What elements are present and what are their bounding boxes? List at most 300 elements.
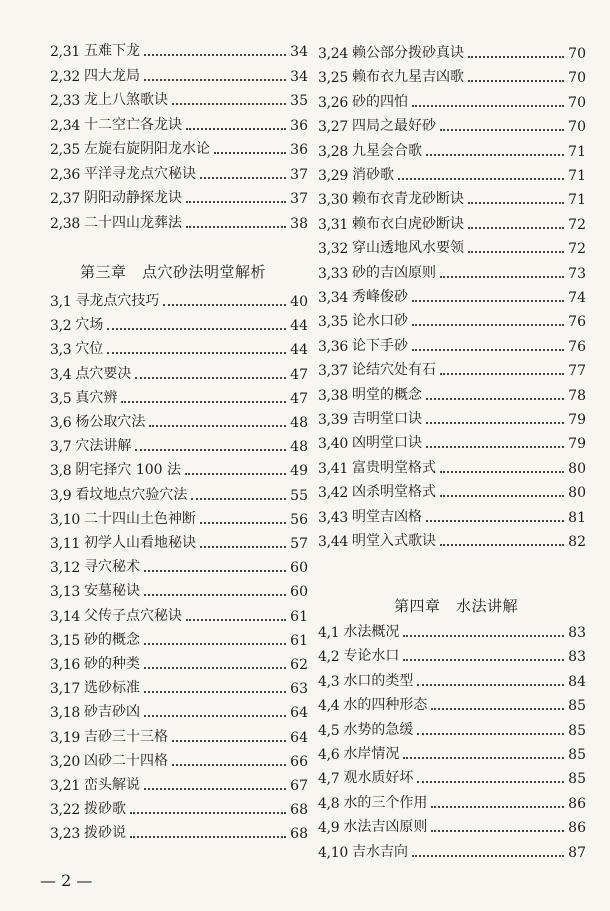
entry-title: 吉砂三十三格: [83, 728, 168, 745]
dot-leader: [191, 498, 286, 500]
toc-entry[interactable]: [318, 479, 586, 501]
entry-title: 水岸情况: [343, 746, 400, 762]
toc-entry[interactable]: [50, 530, 308, 552]
dot-leader: [186, 201, 286, 203]
dot-leader: [440, 276, 564, 278]
entry-number: 3,1: [50, 294, 72, 310]
toc-entry[interactable]: [318, 260, 586, 282]
entry-number: 3,15: [50, 632, 80, 649]
entry-number: 4,2: [318, 649, 340, 666]
entry-page: 76: [568, 338, 586, 355]
dot-leader: [468, 202, 564, 204]
entry-page: 72: [568, 241, 586, 258]
entry-number: 3,18: [50, 705, 80, 722]
toc-entry[interactable]: [318, 839, 586, 861]
toc-entry[interactable]: [50, 38, 308, 60]
entry-title: 龙上八煞歌诀: [83, 92, 168, 108]
toc-entry[interactable]: [50, 651, 308, 673]
toc-entry[interactable]: [50, 627, 308, 649]
entry-title: 九星会合歌: [351, 142, 422, 159]
dot-leader: [144, 788, 286, 790]
entry-page: 47: [290, 390, 308, 407]
toc-entry[interactable]: [50, 161, 308, 183]
entry-number: 4,8: [318, 795, 340, 812]
entry-title: 凶砂二十四格: [83, 752, 168, 769]
dot-leader: [144, 79, 286, 81]
entry-number: 4,10: [318, 844, 348, 861]
entry-page: 85: [568, 698, 586, 715]
entry-title: 论结穴处有石: [351, 362, 436, 379]
entry-title: 水的三个作用: [343, 794, 428, 811]
toc-entry[interactable]: [50, 482, 308, 504]
entry-number: 2,36: [50, 166, 80, 183]
toc-entry[interactable]: [318, 790, 586, 812]
entry-number: 3,21: [50, 778, 80, 794]
entry-title: 选砂标准: [83, 680, 140, 697]
dot-leader: [398, 178, 564, 180]
entry-number: 3,4: [50, 366, 72, 383]
toc-entry[interactable]: [50, 288, 308, 310]
dot-leader: [412, 349, 564, 351]
entry-number: 3,32: [318, 241, 348, 258]
entry-number: 3,3: [50, 342, 72, 359]
dot-leader: [200, 546, 286, 548]
entry-title: 左旋右旋阴阳龙水论: [83, 141, 210, 157]
toc-entry[interactable]: [50, 554, 308, 576]
dot-leader: [144, 570, 286, 572]
entry-number: 4,9: [318, 820, 340, 837]
toc-entry[interactable]: [318, 504, 586, 526]
entry-title: 砂的吉凶原则: [351, 264, 436, 281]
entry-page: 85: [568, 722, 586, 739]
entry-page: 62: [290, 657, 308, 673]
entry-number: 3,23: [50, 826, 80, 843]
entry-title: 穿山透地风水要领: [351, 240, 464, 257]
dot-leader: [186, 226, 286, 228]
entry-number: 3,5: [50, 390, 72, 407]
dot-leader: [172, 764, 286, 766]
entry-title: 四局之最好砂: [351, 118, 436, 135]
entry-number: 3,42: [318, 485, 348, 502]
dot-leader: [417, 733, 564, 735]
toc-entry[interactable]: [318, 692, 586, 714]
dot-leader: [417, 781, 564, 783]
toc-entry[interactable]: [318, 211, 586, 233]
dot-leader: [412, 105, 564, 107]
dot-leader: [468, 227, 564, 229]
toc-entry[interactable]: [318, 406, 586, 428]
dot-leader: [144, 667, 286, 669]
entry-title: 五难下龙: [83, 43, 140, 59]
entry-title: 点穴要决: [75, 365, 132, 382]
entry-page: 35: [290, 93, 308, 109]
toc-entry[interactable]: [318, 284, 586, 306]
entry-title: 水口的类型: [343, 672, 414, 689]
entry-page: 85: [568, 747, 586, 763]
dot-leader: [426, 422, 564, 424]
entry-title: 穴场: [75, 317, 104, 334]
entry-page: 48: [290, 439, 308, 456]
dot-leader: [468, 251, 564, 253]
dot-leader: [403, 635, 564, 637]
dot-leader: [172, 740, 286, 742]
dot-leader: [144, 54, 286, 56]
entry-title: 穴位: [75, 341, 104, 358]
entry-number: 3,41: [318, 460, 348, 477]
dot-leader: [468, 80, 564, 82]
entry-number: 3,28: [318, 143, 348, 160]
entry-title: 寻穴秘术: [83, 559, 140, 576]
dot-leader: [135, 449, 286, 451]
toc-entry[interactable]: [50, 336, 308, 358]
entry-title: 观水质好坏: [343, 770, 414, 787]
entry-title: 秀峰俊砂: [351, 289, 408, 305]
entry-number: 2,35: [50, 142, 80, 158]
entry-page: 44: [290, 318, 308, 335]
entry-number: 3,38: [318, 387, 348, 404]
dot-leader: [431, 806, 564, 808]
entry-page: 81: [568, 509, 586, 526]
dot-leader: [144, 691, 286, 693]
entry-page: 61: [290, 608, 308, 625]
toc-entry[interactable]: [318, 357, 586, 379]
toc-entry[interactable]: [50, 361, 308, 383]
entry-title: 明堂吉凶格: [351, 508, 422, 525]
entry-title: 明堂的概念: [351, 386, 422, 403]
entry-number: 2,32: [50, 68, 80, 85]
entry-title: 水法吉凶原则: [343, 819, 428, 836]
dot-leader: [426, 446, 564, 448]
entry-title: 吉明堂口诀: [351, 411, 422, 427]
dot-leader: [417, 684, 564, 686]
toc-entry[interactable]: [50, 724, 308, 746]
toc-entry[interactable]: [50, 385, 308, 407]
dot-leader: [144, 643, 286, 645]
page-number: — 2 —: [40, 870, 93, 890]
toc-entry[interactable]: [318, 668, 586, 690]
entry-page: 85: [568, 771, 586, 788]
dot-leader: [440, 471, 564, 473]
entry-page: 34: [290, 68, 308, 85]
entry-page: 84: [568, 673, 586, 690]
entry-number: 3,6: [50, 415, 72, 431]
toc-entry[interactable]: [50, 820, 308, 842]
entry-number: 3,19: [50, 729, 80, 746]
toc-entry[interactable]: [318, 382, 586, 404]
toc-entry[interactable]: [50, 675, 308, 697]
entry-title: 平洋寻龙点穴秘诀: [83, 165, 196, 182]
entry-page: 36: [290, 142, 308, 158]
entry-number: 3,11: [50, 536, 80, 552]
entry-page: 44: [290, 342, 308, 359]
entry-number: 4,6: [318, 747, 340, 763]
entry-number: 3,25: [318, 70, 348, 87]
entry-page: 60: [290, 560, 308, 577]
dot-leader: [107, 352, 286, 354]
entry-title: 峦头解说: [83, 777, 140, 793]
entry-page: 70: [568, 119, 586, 136]
entry-page: 55: [290, 487, 308, 504]
entry-page: 57: [290, 536, 308, 552]
entry-number: 3,22: [50, 802, 80, 819]
entry-page: 71: [568, 168, 586, 184]
entry-title: 安墓秘诀: [83, 583, 140, 600]
toc-entry[interactable]: [318, 308, 586, 330]
entry-title: 赖公部分拨砂真诀: [351, 45, 464, 61]
entry-number: 4,5: [318, 722, 340, 739]
dot-leader: [200, 522, 286, 524]
toc-entry[interactable]: [318, 64, 586, 86]
toc-entry[interactable]: [50, 796, 308, 818]
entry-page: 63: [290, 681, 308, 698]
entry-number: 4,4: [318, 698, 340, 715]
toc-entry[interactable]: [318, 186, 586, 208]
dot-leader: [144, 715, 286, 717]
entry-page: 64: [290, 729, 308, 746]
entry-number: 3,8: [50, 463, 72, 480]
entry-number: 4,7: [318, 771, 340, 788]
entry-page: 79: [568, 436, 586, 453]
entry-title: 初学人山看地秘诀: [83, 535, 196, 551]
toc-entry[interactable]: [50, 603, 308, 625]
entry-title: 寻龙点穴技巧: [75, 293, 160, 309]
toc-entry[interactable]: [50, 63, 308, 85]
entry-title: 二十四山土色神断: [83, 510, 196, 527]
toc-entry[interactable]: [318, 162, 586, 184]
entry-title: 明堂入式歌诀: [351, 533, 436, 549]
entry-number: 3,44: [318, 534, 348, 550]
toc-entry[interactable]: [318, 430, 586, 452]
dot-leader: [440, 495, 564, 497]
dot-leader: [403, 659, 564, 661]
entry-page: 47: [290, 366, 308, 383]
entry-title: 拨砂歌: [83, 801, 126, 818]
entry-number: 3,7: [50, 439, 72, 456]
dot-leader: [426, 520, 564, 522]
toc-entry[interactable]: [318, 528, 586, 550]
entry-title: 水势的急缓: [343, 721, 414, 738]
entry-page: 80: [568, 460, 586, 477]
entry-number: 2,38: [50, 215, 80, 232]
dot-leader: [440, 373, 564, 375]
dot-leader: [468, 56, 564, 58]
entry-page: 86: [568, 820, 586, 837]
entry-number: 2,34: [50, 117, 80, 134]
entry-page: 86: [568, 795, 586, 812]
entry-title: 二十四山龙葬法: [83, 214, 182, 231]
entry-number: 3,16: [50, 657, 80, 673]
toc-entry[interactable]: [318, 89, 586, 111]
entry-number: 3,29: [318, 168, 348, 184]
entry-page: 83: [568, 649, 586, 666]
dot-leader: [412, 855, 564, 857]
entry-number: 3,2: [50, 318, 72, 335]
entry-title: 凶杀明堂格式: [351, 484, 436, 501]
dot-leader: [149, 425, 286, 427]
entry-title: 杨公取穴法: [75, 414, 146, 430]
dot-leader: [130, 836, 286, 838]
entry-number: 3,40: [318, 436, 348, 453]
entry-title: 父传子点穴秘诀: [83, 607, 182, 624]
toc-entry[interactable]: [50, 772, 308, 794]
entry-title: 砂的概念: [83, 631, 140, 648]
entry-page: 83: [568, 625, 586, 641]
entry-page: 70: [568, 70, 586, 87]
entry-page: 60: [290, 584, 308, 601]
entry-number: 3,36: [318, 338, 348, 355]
entry-page: 87: [568, 844, 586, 861]
entry-page: 68: [290, 826, 308, 843]
toc-entry[interactable]: [50, 185, 308, 207]
toc-entry[interactable]: [318, 765, 586, 787]
toc-entry[interactable]: [318, 619, 586, 641]
entry-number: 2,33: [50, 93, 80, 109]
entry-title: 穴法讲解: [75, 438, 132, 455]
entry-number: 3,14: [50, 608, 80, 625]
dot-leader: [200, 177, 286, 179]
toc-entry[interactable]: [318, 643, 586, 665]
entry-page: 37: [290, 166, 308, 183]
dot-leader: [426, 398, 564, 400]
entry-page: 68: [290, 802, 308, 819]
entry-number: 3,43: [318, 509, 348, 526]
entry-page: 73: [568, 265, 586, 282]
dot-leader: [412, 300, 564, 302]
toc-entry[interactable]: [318, 40, 586, 62]
entry-page: 70: [568, 94, 586, 111]
toc-entry[interactable]: [318, 814, 586, 836]
toc-entry[interactable]: [50, 409, 308, 431]
entry-title: 看坟地点穴验穴法: [75, 486, 188, 503]
toc-entry[interactable]: [50, 699, 308, 721]
entry-title: 专论水口: [343, 648, 400, 665]
entry-title: 消砂歌: [351, 167, 394, 183]
entry-page: 80: [568, 485, 586, 502]
entry-title: 赖布衣九星吉凶歌: [351, 69, 464, 86]
dot-leader: [426, 154, 564, 156]
dot-leader: [440, 544, 564, 546]
dot-leader: [186, 128, 286, 130]
entry-page: 36: [290, 117, 308, 134]
dot-leader: [107, 328, 286, 330]
entry-page: 66: [290, 753, 308, 770]
entry-page: 34: [290, 44, 308, 60]
entry-page: 40: [290, 294, 308, 310]
entry-title: 赖布衣白虎砂断诀: [351, 215, 464, 232]
toc-entry[interactable]: [50, 112, 308, 134]
entry-title: 赖布衣青龙砂断诀: [351, 191, 464, 208]
toc-entry[interactable]: [318, 113, 586, 135]
entry-title: 吉水吉向: [351, 843, 408, 860]
entry-number: 2,37: [50, 191, 80, 207]
entry-title: 富贵明堂格式: [351, 459, 436, 476]
dot-leader: [412, 324, 564, 326]
entry-page: 49: [290, 463, 308, 480]
entry-page: 38: [290, 215, 308, 232]
entry-page: 76: [568, 314, 586, 331]
dot-leader: [431, 708, 564, 710]
entry-page: 78: [568, 387, 586, 404]
toc-entry[interactable]: [50, 136, 308, 158]
toc-entry[interactable]: [50, 312, 308, 334]
entry-number: 3,26: [318, 94, 348, 111]
toc-entry[interactable]: [318, 717, 586, 739]
entry-title: 十二空亡各龙诀: [83, 116, 182, 133]
dot-leader: [172, 103, 286, 105]
chapter-heading: 第四章 水法讲解: [394, 597, 519, 615]
dot-leader: [144, 594, 286, 596]
entry-title: 四大龙局: [83, 67, 140, 84]
dot-leader: [403, 757, 564, 759]
entry-title: 阴阳动静探龙诀: [83, 190, 182, 206]
toc-entry[interactable]: [318, 741, 586, 763]
toc-entry[interactable]: [50, 210, 308, 232]
dot-leader: [163, 304, 286, 306]
entry-number: 4,1: [318, 625, 340, 641]
entry-title: 拨砂说: [83, 825, 126, 842]
toc-entry[interactable]: [318, 333, 586, 355]
toc-entry[interactable]: [318, 138, 586, 160]
entry-page: 71: [568, 192, 586, 209]
entry-number: 3,24: [318, 46, 348, 62]
entry-number: 3,13: [50, 584, 80, 601]
entry-page: 64: [290, 705, 308, 722]
entry-page: 82: [568, 534, 586, 550]
dot-leader: [214, 152, 286, 154]
dot-leader: [130, 812, 286, 814]
dot-leader: [185, 473, 286, 475]
toc-entry[interactable]: [50, 506, 308, 528]
entry-page: 72: [568, 216, 586, 233]
entry-number: 3,27: [318, 119, 348, 136]
entry-number: 3,39: [318, 412, 348, 428]
entry-title: 砂的四怕: [351, 93, 408, 110]
entry-title: 凶明堂口诀: [351, 435, 422, 452]
entry-page: 79: [568, 412, 586, 428]
entry-number: 3,10: [50, 511, 80, 528]
dot-leader: [186, 619, 286, 621]
entry-number: 3,37: [318, 363, 348, 380]
entry-number: 4,3: [318, 673, 340, 690]
toc-entry[interactable]: [50, 457, 308, 479]
entry-title: 论水口砂: [351, 313, 408, 330]
chapter-heading: 第三章 点穴砂法明堂解析: [80, 263, 267, 281]
entry-number: 3,17: [50, 681, 80, 698]
toc-entry[interactable]: [318, 455, 586, 477]
entry-title: 论下手砂: [351, 337, 408, 354]
dot-leader: [135, 377, 286, 379]
entry-number: 3,20: [50, 753, 80, 770]
entry-page: 67: [290, 778, 308, 794]
entry-number: 3,34: [318, 290, 348, 306]
entry-page: 48: [290, 415, 308, 431]
toc-entry[interactable]: [318, 235, 586, 257]
toc-entry[interactable]: [50, 433, 308, 455]
entry-number: 3,12: [50, 560, 80, 577]
toc-entry[interactable]: [50, 748, 308, 770]
entry-number: 2,31: [50, 44, 80, 60]
entry-number: 3,30: [318, 192, 348, 209]
toc-entry[interactable]: [50, 578, 308, 600]
entry-page: 71: [568, 143, 586, 160]
toc-entry[interactable]: [50, 87, 308, 109]
entry-page: 77: [568, 363, 586, 380]
entry-page: 70: [568, 46, 586, 62]
entry-number: 3,35: [318, 314, 348, 331]
dot-leader: [121, 401, 286, 403]
entry-number: 3,9: [50, 487, 72, 504]
dot-leader: [431, 830, 564, 832]
